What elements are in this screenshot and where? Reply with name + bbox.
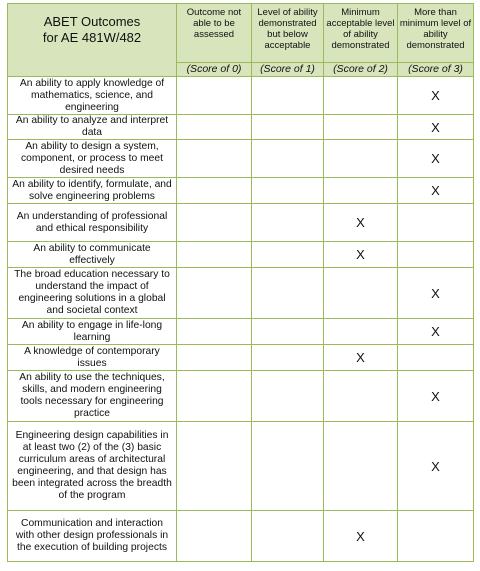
score-cell-3: X <box>398 178 474 204</box>
score-cell-1 <box>252 77 324 115</box>
score-cell-3: X <box>398 115 474 140</box>
score-cell-2 <box>324 422 398 511</box>
score-cell-0 <box>177 371 252 422</box>
score-cell-0 <box>177 204 252 242</box>
outcome-label: An understanding of professional and ethical responsibility <box>8 204 177 242</box>
score-label-0: (Score of 0) <box>177 63 252 77</box>
score-cell-3 <box>398 511 474 562</box>
score-cell-1 <box>252 371 324 422</box>
score-cell-3: X <box>398 422 474 511</box>
outcome-label: An ability to communicate effectively <box>8 242 177 268</box>
outcome-label: Engineering design capabilities in at least two (2) of the (3) basic curriculum areas of architectural engineering, and that design has been integrated across the breadth of the program <box>8 422 177 511</box>
score-cell-2: X <box>324 204 398 242</box>
score-cell-0 <box>177 77 252 115</box>
score-cell-1 <box>252 422 324 511</box>
score-cell-2: X <box>324 345 398 371</box>
score-label-3: (Score of 3) <box>398 63 474 77</box>
score-cell-2 <box>324 140 398 178</box>
outcome-label: A knowledge of contemporary issues <box>8 345 177 371</box>
score-label-1: (Score of 1) <box>252 63 324 77</box>
score-cell-3 <box>398 242 474 268</box>
outcome-label: An ability to engage in life-long learning <box>8 319 177 345</box>
score-cell-3 <box>398 204 474 242</box>
outcome-label: An ability to design a system, component, or process to meet desired needs <box>8 140 177 178</box>
score-cell-1 <box>252 115 324 140</box>
column-header-below-acceptable: Level of ability demonstrated but below acceptable <box>252 4 324 63</box>
score-cell-1 <box>252 319 324 345</box>
table-row <box>8 178 474 204</box>
score-cell-1 <box>252 178 324 204</box>
score-cell-1 <box>252 345 324 371</box>
score-cell-2: X <box>324 511 398 562</box>
score-cell-1 <box>252 268 324 319</box>
score-cell-3: X <box>398 140 474 178</box>
outcome-label: The broad education necessary to understand the impact of engineering solutions in a global and societal context <box>8 268 177 319</box>
column-header-minimum-acceptable: Minimum acceptable level of ability demonstrated <box>324 4 398 63</box>
header-row <box>8 4 474 63</box>
table-row <box>8 204 474 242</box>
score-cell-1 <box>252 140 324 178</box>
score-cell-0 <box>177 242 252 268</box>
score-cell-0 <box>177 268 252 319</box>
table-row <box>8 511 474 562</box>
score-cell-2 <box>324 178 398 204</box>
score-cell-2: X <box>324 242 398 268</box>
score-cell-3: X <box>398 77 474 115</box>
table-row <box>8 422 474 511</box>
table-row <box>8 268 474 319</box>
score-cell-3: X <box>398 268 474 319</box>
table-row <box>8 319 474 345</box>
score-cell-2 <box>324 115 398 140</box>
score-cell-0 <box>177 511 252 562</box>
score-label-2: (Score of 2) <box>324 63 398 77</box>
outcome-label: An ability to apply knowledge of mathematics, science, and engineering <box>8 77 177 115</box>
outcome-label: An ability to identify, formulate, and solve engineering problems <box>8 178 177 204</box>
score-cell-0 <box>177 319 252 345</box>
table-row <box>8 140 474 178</box>
score-cell-3 <box>398 345 474 371</box>
table-row <box>8 115 474 140</box>
outcome-label: Communication and interaction with other design professionals in the execution of building projects <box>8 511 177 562</box>
table-row <box>8 77 474 115</box>
score-cell-2 <box>324 77 398 115</box>
score-cell-2 <box>324 371 398 422</box>
table-title-line2: for AE 481W/482 <box>42 30 142 45</box>
table-title-line1: ABET Outcomes <box>43 14 141 29</box>
score-cell-1 <box>252 242 324 268</box>
score-cell-0 <box>177 140 252 178</box>
table-row <box>8 345 474 371</box>
table-row <box>8 242 474 268</box>
score-cell-1 <box>252 511 324 562</box>
outcome-label: An ability to use the techniques, skills, and modern engineering tools necessary for engineering practice <box>8 371 177 422</box>
score-cell-0 <box>177 178 252 204</box>
outcome-label: An ability to analyze and interpret data <box>8 115 177 140</box>
column-header-more-than-minimum: More than minimum level of ability demonstrated <box>398 4 474 63</box>
score-cell-0 <box>177 345 252 371</box>
column-header-not-assessed: Outcome not able to be assessed <box>177 4 252 63</box>
abet-outcomes-table <box>7 3 474 562</box>
table-row <box>8 371 474 422</box>
table-title <box>8 4 177 77</box>
score-cell-1 <box>252 204 324 242</box>
score-cell-3: X <box>398 371 474 422</box>
score-cell-2 <box>324 319 398 345</box>
score-cell-3: X <box>398 319 474 345</box>
score-cell-0 <box>177 422 252 511</box>
score-cell-2 <box>324 268 398 319</box>
score-cell-0 <box>177 115 252 140</box>
